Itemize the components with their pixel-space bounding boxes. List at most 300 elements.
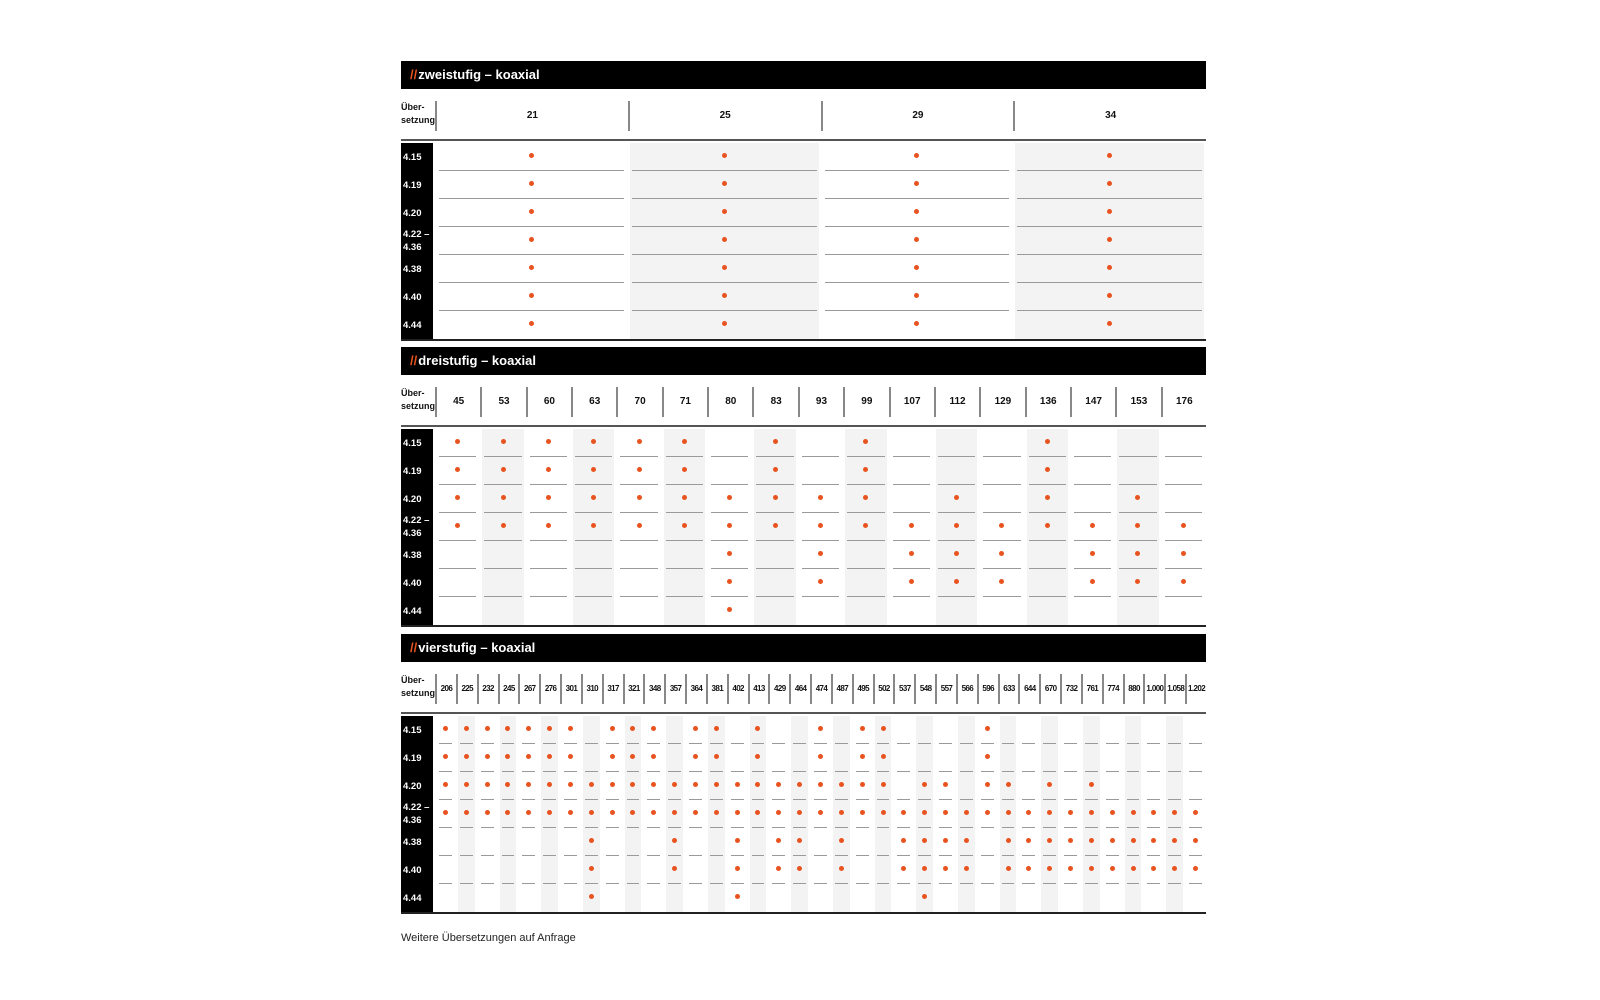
row-divider [1029,456,1066,457]
header-label: Über- setzung [401,102,436,125]
row-divider [1002,827,1015,828]
row-divider [620,456,657,457]
row-divider [439,484,476,485]
row-divider [1085,827,1098,828]
availability-dot [546,439,551,444]
row-divider [710,883,723,884]
row-divider [918,827,931,828]
row-divider [502,827,515,828]
row-divider [481,771,494,772]
availability-dot [914,181,919,186]
row-divider [938,540,975,541]
row-divider [1106,743,1119,744]
row-divider [1085,743,1098,744]
row-divider [1189,771,1202,772]
availability-dot [455,467,460,472]
row-divider [1106,771,1119,772]
column-header: 60 [526,387,571,417]
row-divider [502,883,515,884]
row-divider [938,484,975,485]
ratio-label: 4.19 [403,753,422,764]
row-divider [814,799,827,800]
row-divider [847,596,884,597]
row-divider [439,855,452,856]
row-divider [1064,771,1077,772]
row-divider [793,883,806,884]
availability-dot [1131,838,1136,843]
row-divider [1147,855,1160,856]
row-divider [710,743,723,744]
column-header: 107 [889,387,934,417]
row-divider [752,771,765,772]
availability-dot [529,181,534,186]
column-header: 80 [707,387,752,417]
ratio-column [401,143,433,339]
row-divider [585,799,598,800]
row-divider [893,456,930,457]
row-divider [606,855,619,856]
availability-dot [464,754,469,759]
row-divider [1165,568,1202,569]
availability-dot [914,153,919,158]
availability-dot [860,810,865,815]
availability-dot [568,782,573,787]
column-header: 495 [852,674,873,704]
row-divider [666,484,703,485]
ratio-label: 4.15 [403,725,422,736]
availability-dot [1045,439,1050,444]
row-divider [668,799,681,800]
row-divider [439,827,452,828]
column-header: 176 [1161,387,1206,417]
availability-dot [964,866,969,871]
availability-dot [443,810,448,815]
availability-dot [651,782,656,787]
row-divider [711,568,748,569]
row-divider [543,883,556,884]
availability-dot [546,495,551,500]
row-divider [460,771,473,772]
table-header [401,381,1206,427]
ratio-label: 4.15 [403,438,422,449]
availability-dot [1090,523,1095,528]
row-divider [439,512,476,513]
column-header: 1.058 [1164,674,1185,704]
row-divider [939,827,952,828]
availability-dot [485,810,490,815]
availability-dot [501,467,506,472]
availability-dot [727,607,732,612]
availability-dot [735,894,740,899]
row-divider [711,456,748,457]
row-divider [938,568,975,569]
row-divider [1147,743,1160,744]
availability-dot [682,467,687,472]
row-divider [522,883,535,884]
row-divider [689,855,702,856]
row-divider [1165,484,1202,485]
availability-dot [501,439,506,444]
row-divider [731,827,744,828]
availability-dot [682,523,687,528]
availability-dot [637,467,642,472]
ratio-label: 4.38 [403,264,422,275]
availability-dot [637,523,642,528]
table-bottom-rule [401,625,1206,627]
row-divider [711,512,748,513]
row-divider [585,743,598,744]
availability-dot [637,495,642,500]
row-divider [847,512,884,513]
availability-dot [839,782,844,787]
availability-dot [455,439,460,444]
row-divider [756,596,793,597]
availability-dot [1193,838,1198,843]
availability-dot [589,838,594,843]
row-divider [711,540,748,541]
column-header: 402 [727,674,748,704]
row-divider [981,771,994,772]
row-divider [981,743,994,744]
row-divider [481,855,494,856]
availability-dot [914,293,919,298]
row-divider [877,855,890,856]
column-header: 301 [560,674,581,704]
row-divider [1074,512,1111,513]
row-divider [835,827,848,828]
row-divider [960,883,973,884]
table-bottom-rule [401,912,1206,914]
row-divider [1165,512,1202,513]
row-divider [938,596,975,597]
row-divider [835,743,848,744]
availability-dot [693,754,698,759]
row-divider [918,799,931,800]
row-divider [666,456,703,457]
row-divider [802,484,839,485]
availability-dot [485,754,490,759]
ratio-label: 4.40 [403,578,422,589]
ratio-label: 4.22 – 4.36 [403,229,430,253]
availability-dot [727,551,732,556]
row-divider [1074,568,1111,569]
availability-dot [818,523,823,528]
row-divider [460,883,473,884]
row-divider [981,855,994,856]
row-divider [439,743,452,744]
row-divider [1029,596,1066,597]
row-divider [1168,743,1181,744]
row-divider [981,799,994,800]
row-divider [825,310,1010,311]
availability-dot [943,838,948,843]
column-header: 136 [1025,387,1070,417]
table-header [401,95,1206,141]
row-divider [918,743,931,744]
row-divider [835,771,848,772]
row-divider [1064,799,1077,800]
column-header: 880 [1123,674,1144,704]
availability-dot [881,726,886,731]
column-header: 761 [1081,674,1102,704]
column-header: 557 [935,674,956,704]
table-bottom-rule [401,339,1206,341]
row-divider [939,771,952,772]
availability-dot [1131,866,1136,871]
row-divider [460,743,473,744]
row-divider [543,827,556,828]
availability-dot [693,782,698,787]
column-header: 357 [664,674,685,704]
column-header: 474 [810,674,831,704]
column-header: 596 [977,674,998,704]
row-divider [1002,883,1015,884]
row-divider [627,771,640,772]
column-header: 310 [581,674,602,704]
row-divider [1017,170,1202,171]
row-divider [802,540,839,541]
row-divider [575,512,612,513]
row-divider [983,568,1020,569]
row-divider [1017,310,1202,311]
row-divider [772,771,785,772]
row-divider [983,484,1020,485]
row-divider [1189,743,1202,744]
row-divider [481,743,494,744]
row-divider [752,855,765,856]
availability-dot [529,321,534,326]
row-divider [1189,883,1202,884]
row-divider [1043,771,1056,772]
row-divider [585,827,598,828]
availability-dot [1090,579,1095,584]
row-divider [632,226,817,227]
row-divider [543,743,556,744]
availability-dot [776,810,781,815]
row-divider [835,883,848,884]
row-divider [731,855,744,856]
row-divider [439,254,624,255]
row-divider [606,799,619,800]
row-divider [877,771,890,772]
row-divider [439,568,476,569]
row-divider [564,771,577,772]
row-divider [731,883,744,884]
row-divider [530,540,567,541]
row-divider [918,855,931,856]
row-divider [825,170,1010,171]
column-header: 63 [571,387,616,417]
availability-dot [455,495,460,500]
availability-dot [722,237,727,242]
availability-dot [909,579,914,584]
row-divider [856,743,869,744]
availability-dot [682,495,687,500]
row-divider [710,771,723,772]
row-divider [460,855,473,856]
row-divider [484,540,521,541]
row-divider [647,855,660,856]
row-divider [983,596,1020,597]
row-divider [1043,799,1056,800]
availability-dot [985,782,990,787]
column-header: 1.202 [1185,674,1206,704]
row-divider [1074,596,1111,597]
availability-dot [529,209,534,214]
availability-dot [722,321,727,326]
row-divider [960,771,973,772]
row-divider [983,512,1020,513]
column-header: 153 [1115,387,1160,417]
row-divider [772,799,785,800]
availability-dot [964,838,969,843]
availability-dot [773,439,778,444]
availability-dot [464,810,469,815]
availability-dot [714,782,719,787]
row-divider [502,771,515,772]
row-divider [564,855,577,856]
row-divider [1147,827,1160,828]
availability-dot [1006,782,1011,787]
row-divider [825,254,1010,255]
row-divider [1168,827,1181,828]
column-header: 93 [798,387,843,417]
column-header: 537 [893,674,914,704]
ratio-label: 4.20 [403,208,422,219]
row-divider [439,310,624,311]
row-divider [1074,540,1111,541]
availability-dot [985,754,990,759]
row-divider [522,855,535,856]
row-divider [756,540,793,541]
row-divider [877,799,890,800]
availability-dot [735,782,740,787]
row-divider [752,799,765,800]
availability-dot [818,726,823,731]
row-divider [731,743,744,744]
availability-dot [818,810,823,815]
row-divider [847,456,884,457]
row-divider [710,827,723,828]
ratio-label: 4.40 [403,865,422,876]
availability-dot [1089,838,1094,843]
column-header: 644 [1018,674,1039,704]
row-divider [585,883,598,884]
row-divider [981,827,994,828]
row-divider [439,456,476,457]
availability-dot [776,782,781,787]
row-divider [627,855,640,856]
availability-dot [1181,551,1186,556]
availability-dot [568,754,573,759]
column-header: 732 [1060,674,1081,704]
row-divider [1074,484,1111,485]
row-divider [627,799,640,800]
row-divider [668,827,681,828]
row-divider [1017,198,1202,199]
availability-dot [529,237,534,242]
availability-dot [818,782,823,787]
column-header: 245 [498,674,519,704]
row-divider [647,883,660,884]
row-divider [620,540,657,541]
table-body [401,143,1206,339]
availability-dot [501,523,506,528]
row-divider [802,596,839,597]
availability-dot [1151,866,1156,871]
availability-dot [589,866,594,871]
footnote: Weitere Übersetzungen auf Anfrage [401,932,576,944]
column-header: 1.000 [1143,674,1164,704]
ratio-label: 4.19 [403,180,422,191]
ratio-label: 4.44 [403,606,422,617]
row-divider [543,771,556,772]
availability-dot [714,726,719,731]
title-slash: // [410,67,418,82]
section-title [401,61,1206,89]
row-divider [918,771,931,772]
row-divider [802,512,839,513]
availability-dot [714,810,719,815]
row-divider [1127,855,1140,856]
row-divider [1043,743,1056,744]
availability-dot [485,726,490,731]
row-divider [793,827,806,828]
row-divider [825,226,1010,227]
row-divider [1189,827,1202,828]
row-divider [752,883,765,884]
column-header: 321 [623,674,644,704]
row-divider [484,512,521,513]
row-divider [530,568,567,569]
row-divider [981,883,994,884]
availability-dot [455,523,460,528]
column-header: 502 [873,674,894,704]
column-header: 147 [1070,387,1115,417]
row-divider [668,771,681,772]
row-divider [439,170,624,171]
availability-dot [1045,495,1050,500]
row-divider [666,596,703,597]
row-divider [1002,855,1015,856]
row-divider [711,596,748,597]
row-divider [1029,568,1066,569]
row-divider [522,743,535,744]
availability-dot [901,838,906,843]
row-divider [439,771,452,772]
row-divider [632,310,817,311]
ratio-label: 4.22 – 4.36 [403,802,430,826]
row-divider [1029,540,1066,541]
row-divider [1147,799,1160,800]
row-divider [1022,771,1035,772]
ratio-label: 4.15 [403,152,422,163]
availability-dot [589,810,594,815]
row-divider [481,827,494,828]
row-divider [897,827,910,828]
column-header: 112 [934,387,979,417]
row-divider [939,743,952,744]
row-divider [575,540,612,541]
table-body [401,429,1206,625]
row-divider [752,743,765,744]
section-title-text: zweistufig – koaxial [418,67,540,82]
availability-dot [443,726,448,731]
section-title-text: dreistufig – koaxial [418,353,536,368]
availability-dot [529,153,534,158]
row-divider [484,568,521,569]
availability-dot [693,726,698,731]
